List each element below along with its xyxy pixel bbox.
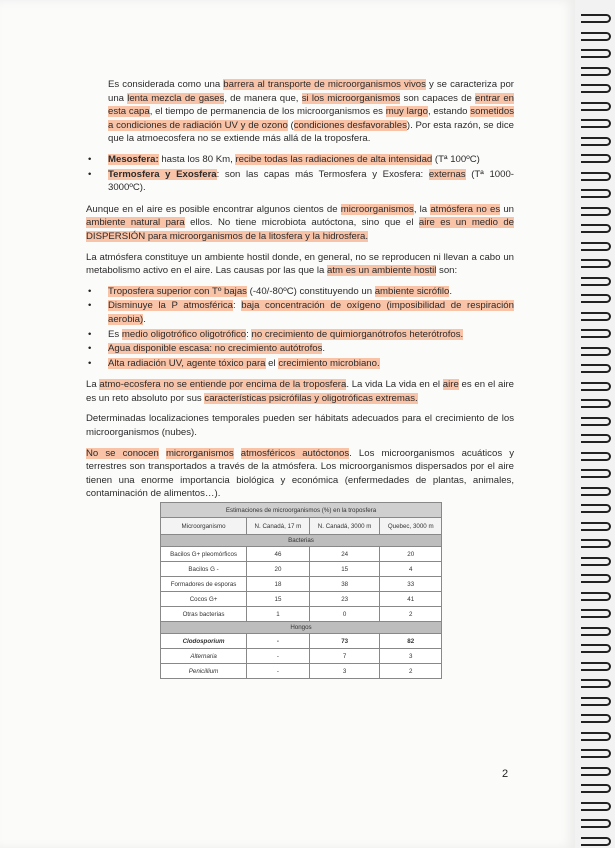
highlight: microorganismos — [340, 203, 414, 215]
text: Aunque en el aire es posible encontrar algunos cientos de — [86, 203, 341, 215]
column-header: Microorganismo — [161, 518, 247, 535]
highlight: baja concentración de oxígeno (imposibilidad de respiración aerobia) — [108, 300, 514, 325]
spiral-coil — [581, 749, 611, 758]
list-item — [86, 285, 514, 299]
text: : — [246, 328, 252, 340]
text: ( — [287, 119, 294, 131]
text: . — [322, 343, 326, 355]
spiral-coil — [581, 504, 611, 513]
spiral-coil — [581, 784, 611, 793]
highlight: atmo-ecosfera no se entiende por encima de la troposfera — [99, 379, 347, 391]
spiral-coil — [581, 767, 611, 776]
spiral-coil — [581, 172, 611, 181]
cell: 4 — [380, 562, 442, 577]
highlight: externas — [428, 168, 466, 180]
highlight: sometidos a condiciones de radiación UV y de ozono — [108, 106, 514, 131]
cell: Penicillium — [161, 664, 247, 679]
spiral-coil — [581, 67, 611, 76]
cell: 3 — [309, 664, 380, 679]
highlight: ambiente sicrófilo — [374, 285, 450, 297]
paragraph-intro — [108, 78, 514, 146]
highlight: recibe todas las radiaciones de alta intensidad — [235, 153, 433, 165]
highlight: condiciones desfavorables — [293, 119, 407, 131]
spiral-coil — [581, 469, 611, 478]
spiral-coil — [581, 522, 611, 531]
spiral-coil — [581, 557, 611, 566]
text: ellos. No tiene microbiota autóctona, sino que el — [184, 217, 419, 229]
text: hasta los 80 Km, — [158, 153, 236, 165]
text: un — [500, 203, 514, 215]
microorganisms-table — [160, 502, 442, 679]
cell: 73 — [309, 634, 380, 649]
spiral-coil — [581, 382, 611, 391]
text: y se caracteriza por una — [108, 79, 514, 104]
text — [234, 448, 241, 459]
text: . — [449, 285, 453, 297]
paragraph-atmo-ecosfera — [86, 378, 514, 405]
text: . — [143, 313, 146, 325]
highlight: aire — [442, 379, 459, 391]
list-item — [86, 299, 514, 326]
spiral-coil — [581, 32, 611, 41]
highlight: atm es un ambiente hostil — [327, 265, 437, 277]
spiral-coil — [581, 399, 611, 408]
text: Es — [108, 328, 122, 340]
cell: 7 — [309, 649, 380, 664]
cell: 3 — [380, 649, 442, 664]
cell: 20 — [380, 547, 442, 562]
column-header: N. Canadá, 3000 m — [309, 518, 380, 535]
cell: 20 — [247, 562, 310, 577]
highlight: Agua disponible escasa: no crecimiento autótrofos — [108, 343, 323, 355]
spiral-coil — [581, 697, 611, 706]
text: el — [265, 357, 279, 369]
cell: Clodosporium — [161, 634, 247, 649]
text: , estando — [427, 106, 471, 118]
paragraph-autoctonos — [86, 447, 514, 501]
highlight: Mesosfera: — [108, 153, 159, 165]
spiral-coil — [581, 329, 611, 338]
spiral-coil — [581, 662, 611, 671]
cell: 33 — [380, 577, 442, 592]
cell: 46 — [247, 547, 310, 562]
text: ). Por esta razón, se dice que la atmoecosfera no se extiende más allá de la troposfera. — [108, 119, 514, 145]
spiral-coil — [581, 592, 611, 601]
cell: 2 — [380, 607, 442, 622]
text — [159, 448, 166, 459]
highlight: Disminuye la P atmosférica — [108, 300, 233, 312]
list-item — [86, 342, 514, 356]
spiral-coil — [581, 277, 611, 286]
table-caption: Estimaciones de microorganismos (%) en la troposfera — [161, 503, 442, 518]
cell: - — [247, 649, 310, 664]
list-item — [86, 328, 514, 342]
column-header: N. Canadá, 17 m — [247, 518, 310, 535]
paragraph-habitats: Determinadas localizaciones temporales pueden ser hábitats adecuados para el crecimiento de los microorganismos (nubes). — [86, 413, 514, 439]
spiral-coil — [581, 417, 611, 426]
spiral-coil — [581, 224, 611, 233]
spiral-coil — [581, 452, 611, 461]
section-bacterias: Bacterias — [161, 535, 442, 547]
causes-list — [86, 285, 514, 371]
cell: 15 — [309, 562, 380, 577]
text: son capaces de — [400, 92, 476, 104]
cell: Cocos G+ — [161, 592, 247, 607]
text: La atmósfera constituye un ambiente hostil donde, en general, no se reproducen ni llevan a cabo un metabolismo activo en el aire. Las causas por las que la — [86, 251, 514, 277]
highlight: Termosfera y Exosfera — [108, 168, 217, 180]
paragraph-dispersion — [86, 203, 514, 244]
spiral-coil — [581, 487, 611, 496]
text: (Tª 100ºC) — [432, 153, 480, 165]
cell: Alternaria — [161, 649, 247, 664]
cell: 23 — [309, 592, 380, 607]
text: (Tª 1000-3000ºC). — [108, 168, 514, 194]
spiral-coil — [581, 819, 611, 828]
spiral-coil — [581, 312, 611, 321]
column-header: Quebec, 3000 m — [380, 518, 442, 535]
spiral-coil — [581, 732, 611, 741]
spiral-coil — [581, 574, 611, 583]
highlight: ambiente natural para — [86, 217, 185, 229]
cell: Otras bacterias — [161, 607, 247, 622]
cell: - — [247, 634, 310, 649]
spiral-coil — [581, 259, 611, 268]
spiral-coil — [581, 347, 611, 356]
text: : son las capas más Termosfera y Exosfera: — [216, 168, 429, 180]
spiral-coil — [581, 207, 611, 216]
spiral-coil — [581, 714, 611, 723]
highlight: atmósfera no es — [430, 203, 501, 215]
list-item — [86, 168, 514, 195]
highlight: aire es un medio de DISPERSIÓN para microorganismos de la litosfera y la hidrosfera. — [86, 217, 515, 242]
spiral-coil — [581, 294, 611, 303]
cell: - — [247, 664, 310, 679]
table-row — [161, 592, 442, 607]
table-row — [161, 607, 442, 622]
highlight: Alta radiación UV, agente tóxico para — [108, 357, 266, 369]
paragraph-hostile — [86, 251, 514, 278]
text: Es considerada como una — [108, 79, 224, 90]
highlight: crecimiento microbiano. — [278, 357, 380, 369]
highlight: No se conocen — [86, 447, 159, 459]
list-item — [86, 153, 514, 167]
cell: Formadores de esporas — [161, 577, 247, 592]
cell: Bacilos G+ pleomórficos — [161, 547, 247, 562]
cell: Bacilos G - — [161, 562, 247, 577]
list-item — [86, 357, 514, 371]
page-content — [86, 78, 514, 508]
table-row — [161, 547, 442, 562]
table-row — [161, 664, 442, 679]
text: , de manera que, — [224, 92, 302, 104]
spiral-coil — [581, 609, 611, 618]
spiral-coil — [581, 364, 611, 373]
spiral-coil — [581, 802, 611, 811]
spiral-coil — [581, 189, 611, 198]
spiral-coil — [581, 627, 611, 636]
highlight: características psicrófilas y oligotróficas extremas. — [204, 392, 418, 404]
spiral-coil — [581, 49, 611, 58]
highlight: entrar en esta capa — [108, 92, 514, 118]
table-row — [161, 649, 442, 664]
cell: 38 — [309, 577, 380, 592]
highlight: microrganismos — [165, 447, 234, 459]
cell: 18 — [247, 577, 310, 592]
highlight: atmosféricos autóctonos — [240, 447, 350, 459]
highlight: Troposfera superior con Tº bajas — [108, 285, 247, 297]
highlight: no crecimiento de quimiorganótrofos heterótrofos. — [251, 328, 464, 340]
spiral-coil — [581, 137, 611, 146]
spiral-coil — [581, 644, 611, 653]
cell: 1 — [247, 607, 310, 622]
cell: 41 — [380, 592, 442, 607]
page-number: 2 — [502, 768, 509, 780]
spiral-coil — [581, 102, 611, 111]
spiral-coil — [581, 242, 611, 251]
text: son: — [436, 265, 458, 277]
cell: 82 — [380, 634, 442, 649]
cell: 0 — [309, 607, 380, 622]
highlight: barrera al transporte de microorganismos vivos — [223, 79, 426, 90]
table-header-row — [161, 518, 442, 535]
table-row — [161, 562, 442, 577]
cell: 2 — [380, 664, 442, 679]
spiral-coil — [581, 84, 611, 93]
cell: 15 — [247, 592, 310, 607]
spiral-coil — [581, 14, 611, 23]
text: La — [86, 379, 100, 391]
spiral-coil — [581, 837, 611, 846]
text: . La vida La vida en el — [346, 379, 443, 391]
spiral-coil — [581, 119, 611, 128]
highlight: si los microorganismos — [301, 92, 401, 104]
layers-list — [86, 153, 514, 195]
spiral-coil — [581, 434, 611, 443]
highlight: lenta mezcla de gases — [127, 92, 225, 104]
spiral-coil — [581, 154, 611, 163]
cell: 24 — [309, 547, 380, 562]
table-row — [161, 577, 442, 592]
spiral-binding — [575, 0, 615, 848]
text: , el tiempo de permanencia de los microorganismos es — [149, 106, 386, 118]
text: es en el aire es un reto absoluto por sus — [86, 379, 514, 404]
spiral-coil — [581, 679, 611, 688]
section-hongos: Hongos — [161, 622, 442, 634]
text: : — [232, 300, 242, 312]
highlight: muy largo — [385, 106, 428, 118]
table-row — [161, 634, 442, 649]
highlight: medio oligotrófico oligotrófico — [121, 328, 247, 340]
text: . Los microorganismos acuáticos y terrestres son transportados a través de la atmósfera. Los microorganismos dispersados por el aire tienen una enorme importancia biológica y económica (enfermedades de plantas, animales, contaminación de alimentos…). — [86, 447, 514, 500]
text: , la — [413, 203, 431, 215]
text: (-40/-80ºC) constituyendo un — [246, 285, 375, 297]
spiral-coil — [581, 539, 611, 548]
